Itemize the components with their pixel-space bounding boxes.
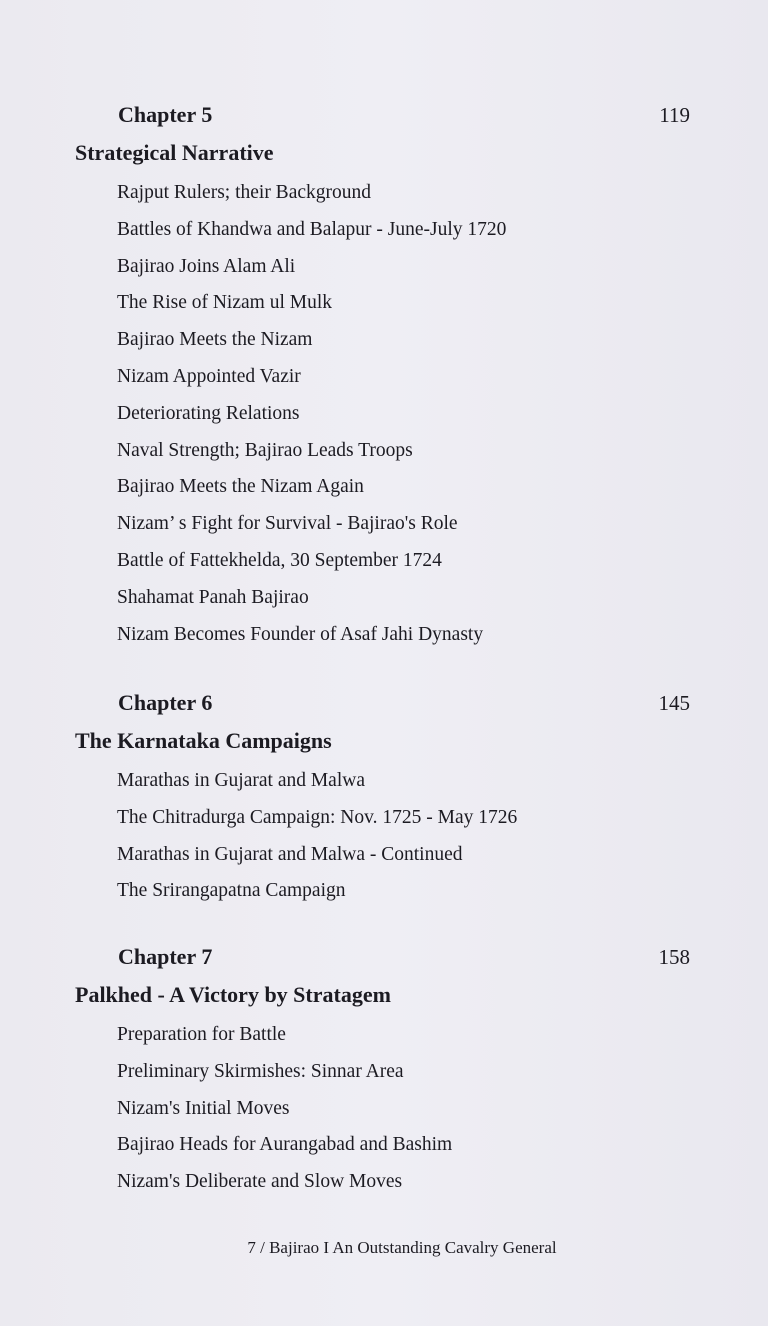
section-item: The Rise of Nizam ul Mulk xyxy=(117,292,333,314)
section-item: Deteriorating Relations xyxy=(117,402,300,424)
chapter-page-number: 145 xyxy=(658,691,690,715)
chapter-title: Palkhed - A Victory by Stratagem xyxy=(75,982,391,1007)
section-item: Bajirao Joins Alam Ali xyxy=(117,255,296,277)
chapter-heading xyxy=(0,101,768,139)
section-item: Preparation for Battle xyxy=(117,1024,286,1045)
section-item: Bajirao Meets the Nizam xyxy=(117,329,313,351)
section-item: Marathas in Gujarat and Malwa - Continued xyxy=(117,843,463,865)
section-item: Battles of Khandwa and Balapur - June-July 1720 xyxy=(117,218,507,240)
section-list xyxy=(0,175,768,653)
section-item: Nizam's Initial Moves xyxy=(117,1097,290,1119)
section-item: Rajput Rulers; their Background xyxy=(117,182,371,203)
chapter-heading xyxy=(0,943,768,981)
chapter-title: Strategical Narrative xyxy=(75,140,274,165)
section-item: Bajirao Heads for Aurangabad and Bashim xyxy=(117,1134,453,1156)
section-item: Nizam Becomes Founder of Asaf Jahi Dynasty xyxy=(117,623,484,645)
chapter-title: The Karnataka Campaigns xyxy=(75,728,332,753)
page-footer: 7 / Bajirao I An Outstanding Cavalry General xyxy=(247,1238,557,1257)
section-item: Marathas in Gujarat and Malwa xyxy=(117,770,365,791)
chapter-label: Chapter 6 xyxy=(118,690,213,715)
chapter-6 xyxy=(0,689,768,910)
section-item: Nizam Appointed Vazir xyxy=(117,365,301,387)
section-item: Nizam’ s Fight for Survival - Bajirao's Role xyxy=(117,513,458,535)
section-item: Naval Strength; Bajirao Leads Troops xyxy=(117,439,413,461)
chapter-heading xyxy=(0,689,768,727)
chapter-label: Chapter 5 xyxy=(118,102,213,127)
section-item: Preliminary Skirmishes: Sinnar Area xyxy=(117,1060,404,1082)
chapter-page-number: 119 xyxy=(659,103,690,127)
section-item: Shahamat Panah Bajirao xyxy=(117,586,309,608)
section-item: Bajirao Meets the Nizam Again xyxy=(117,476,364,498)
section-item: The Chitradurga Campaign: Nov. 1725 - May 1726 xyxy=(117,806,518,828)
chapter-5 xyxy=(0,101,768,653)
chapter-7 xyxy=(0,943,768,1201)
section-item: The Srirangapatna Campaign xyxy=(117,880,346,902)
chapter-label: Chapter 7 xyxy=(118,944,213,969)
section-list xyxy=(0,763,768,910)
section-item: Battle of Fattekhelda, 30 September 1724 xyxy=(117,549,442,571)
section-list xyxy=(0,1017,768,1201)
chapter-page-number: 158 xyxy=(658,945,690,969)
section-item: Nizam's Deliberate and Slow Moves xyxy=(117,1171,403,1193)
